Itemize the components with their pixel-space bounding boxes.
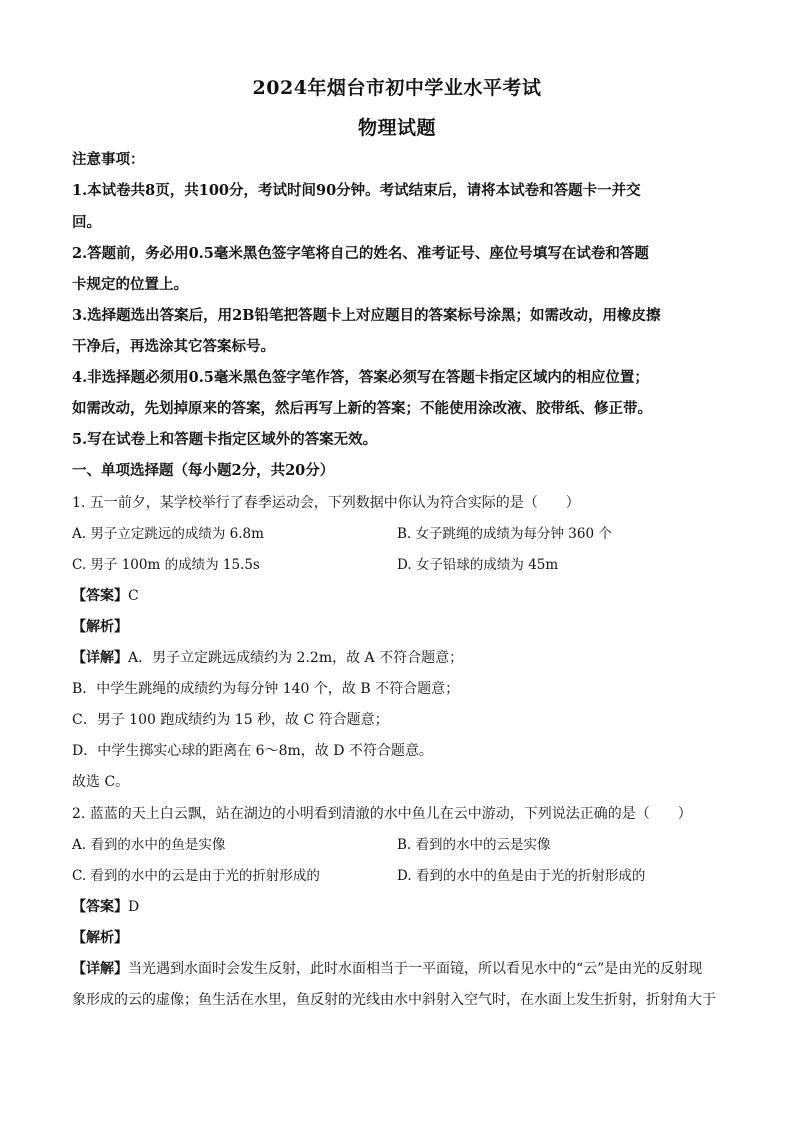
- question-1-detail: [72, 648, 724, 668]
- question-1-answer: [72, 586, 724, 606]
- question-1-option-a: A. 男子立定跳远的成绩为 6.8m: [72, 526, 264, 542]
- notice-line: 回。: [72, 214, 101, 231]
- question-2-option-c: C. 看到的水中的云是由于光的折射形成的: [72, 868, 320, 884]
- notice-line: 卡规定的位置上。: [72, 276, 188, 293]
- detail-tag: 【详解】: [72, 650, 128, 666]
- question-2-answer: [72, 897, 724, 917]
- analysis-tag: 【解析】: [72, 930, 128, 946]
- notice-line: 如需改动，先划掉原来的答案，然后再写上新的答案；不能使用涂改液、胶带纸、修正带。: [72, 400, 652, 417]
- notice-heading: 注意事项：: [72, 151, 145, 168]
- answer-tag: 【答案】: [72, 899, 128, 915]
- question-2-option-a: A. 看到的水中的鱼是实像: [72, 837, 226, 853]
- question-2-option-d: D. 看到的水中的鱼是由于光的折射形成的: [397, 868, 646, 884]
- answer-tag: 【答案】: [72, 588, 128, 604]
- section-title: 一、单项选择题（每小题2分，共20分）: [72, 462, 335, 479]
- question-1-detail-line: C．男子 100 跑成绩约为 15 秒，故 C 符合题意；: [72, 712, 389, 728]
- question-2-option-b: B. 看到的水中的云是实像: [397, 837, 551, 853]
- detail-text: A．男子立定跳远成绩约为 2.2m，故 A 不符合题意；: [128, 650, 464, 666]
- question-1-option-b: B. 女子跳绳的成绩为每分钟 360 个: [397, 526, 612, 542]
- question-1-analysis: [72, 617, 724, 637]
- question-1-conclusion: 故选 C。: [72, 774, 130, 790]
- question-1-detail-line: D．中学生掷实心球的距离在 6～8m，故 D 不符合题意。: [72, 743, 433, 759]
- notice-line: 干净后，再选涂其它答案标号。: [72, 338, 275, 355]
- question-1-stem: 1. 五一前夕，某学校举行了春季运动会，下列数据中你认为符合实际的是（ ）: [72, 495, 580, 511]
- notice-line: 5.写在试卷上和答题卡指定区域外的答案无效。: [72, 431, 378, 448]
- notice-line: 3.选择题选出答案后，用2B铅笔把答题卡上对应题目的答案标号涂黑；如需改动，用橡皮擦: [72, 307, 661, 324]
- question-2-analysis: [72, 928, 724, 948]
- exam-title: 2024年烟台市初中学业水平考试: [252, 77, 542, 99]
- question-2-detail: [72, 959, 724, 979]
- notice-line: 1.本试卷共8页，共100分，考试时间90分钟。考试结束后，请将本试卷和答题卡一并交: [72, 182, 641, 199]
- question-1-option-c: C. 男子 100m 的成绩为 15.5s: [72, 557, 260, 573]
- notice-line: 4.非选择题必须用0.5毫米黑色签字笔作答，答案必须写在答题卡指定区域内的相应位置；: [72, 369, 649, 386]
- question-2-detail-line: 象形成的云的虚像；鱼生活在水里，鱼反射的光线由水中斜射入空气时，在水面上发生折射，折射角大于: [72, 992, 716, 1008]
- detail-text: 当光遇到水面时会发生反射，此时水面相当于一平面镜，所以看见水中的“云”是由光的反射现: [128, 961, 703, 977]
- question-2-stem: 2. 蓝蓝的天上白云飘，站在湖边的小明看到清澈的水中鱼儿在云中游动，下列说法正确的是（ ）: [72, 806, 692, 822]
- subject-title: 物理试题: [357, 117, 436, 139]
- answer-value: D: [128, 899, 140, 915]
- analysis-tag: 【解析】: [72, 619, 128, 635]
- question-1-option-d: D. 女子铅球的成绩为 45m: [397, 557, 559, 573]
- notice-line: 2.答题前，务必用0.5毫米黑色签字笔将自己的姓名、准考证号、座位号填写在试卷和答题: [72, 245, 649, 262]
- detail-tag: 【详解】: [72, 961, 128, 977]
- answer-value: C: [128, 588, 139, 604]
- question-1-detail-line: B．中学生跳绳的成绩约为每分钟 140 个，故 B 不符合题意；: [72, 681, 460, 697]
